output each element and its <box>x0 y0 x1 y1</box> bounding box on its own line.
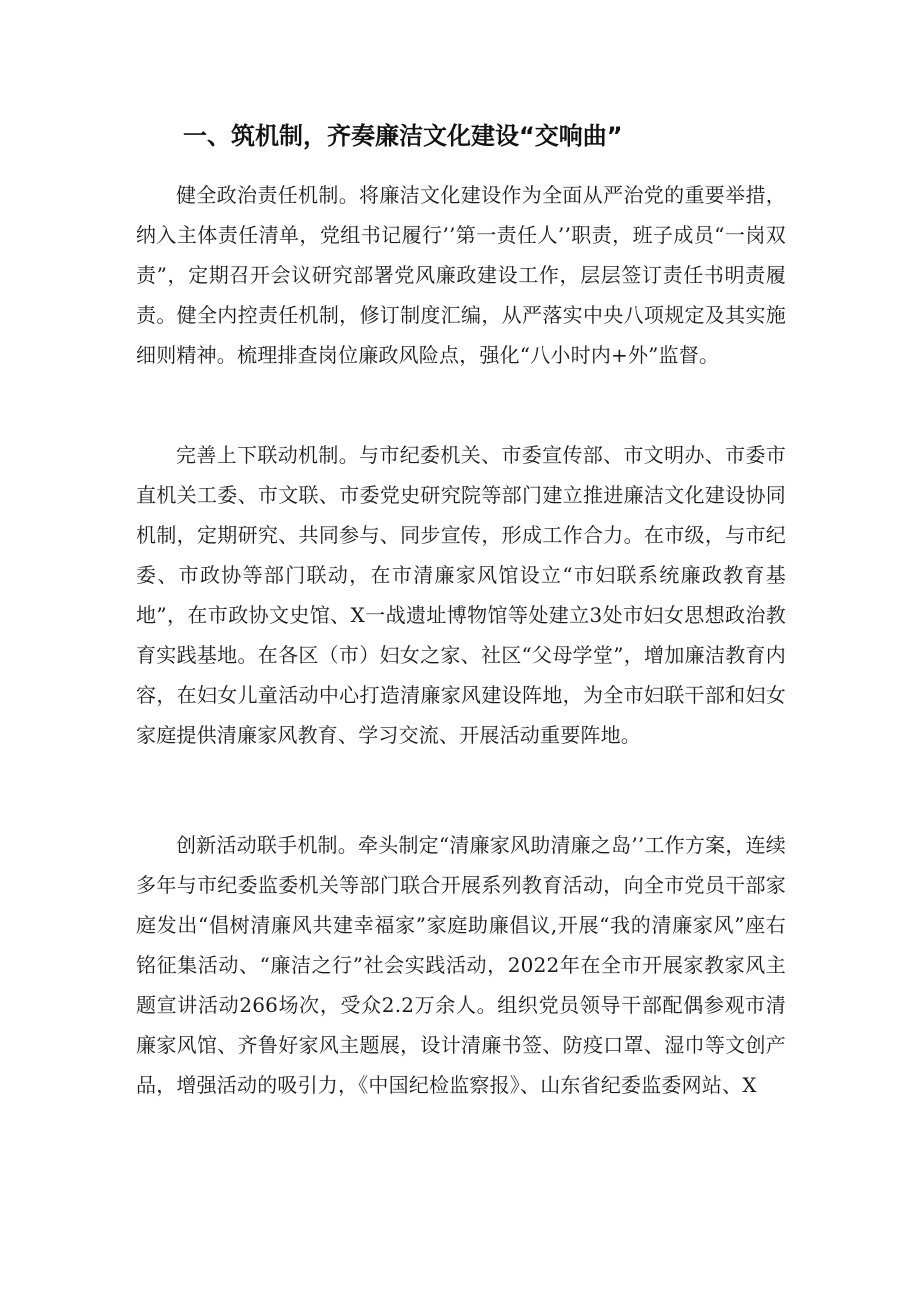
section-heading: 一、筑机制，齐奏廉洁文化建设“交响曲” <box>183 122 623 150</box>
paragraph-linkage-mechanism: 完善上下联动机制。与市纪委机关、市委宣传部、市文明办、市委市直机关工委、市文联、市委党史研究院等部门建立推进廉洁文化建设协同机制，定期研究、共同参与、同步宣传，形成工作合力。在市级，与市纪委、市政协等部门联动，在市清廉家风馆设立“市妇联系统廉政教育基地”，在市政协文史馆、X一战遗址博物馆等处建立3处市妇女思想政治教育实践基地。在各区（市）妇女之家、社区“父母学堂”，增加廉洁教育内容，在妇女儿童活动中心打造清廉家风建设阵地，为全市妇联干部和妇女家庭提供清廉家风教育、学习交流、开展活动重要阵地。 <box>136 443 786 747</box>
paragraph-political-responsibility: 健全政治责任机制。将廉洁文化建设作为全面从严治党的重要举措，纳入主体责任清单，党组书记履行’’第一责任人’’职责，班子成员“一岗双责”，定期召开会议研究部署党风廉政建设工作，层层签订责任书明责履责。健全内控责任机制，修订制度汇编，从严落实中央八项规定及其实施细则精神。梳理排查岗位廉政风险点，强化“八小时内+外”监督。 <box>136 183 786 367</box>
paragraph-activity-mechanism: 创新活动联手机制。牵头制定“清廉家风助清廉之岛’’工作方案，连续多年与市纪委监委机关等部门联合开展系列教育活动，向全市党员干部家庭发出“倡树清廉风共建幸福家”家庭助廉倡议,开展“我的清廉家风”座右铭征集活动、“廉洁之行”社会实践活动，2022年在全市开展家教家风主题宣讲活动266场次，受众2.2万余人。组织党员领导干部配偶参观市清廉家风馆、齐鲁好家风主题展，设计清廉书签、防疫口罩、湿巾等文创产品，增强活动的吸引力，《中国纪检监察报》、山东省纪委监委网站、X <box>136 833 786 1097</box>
